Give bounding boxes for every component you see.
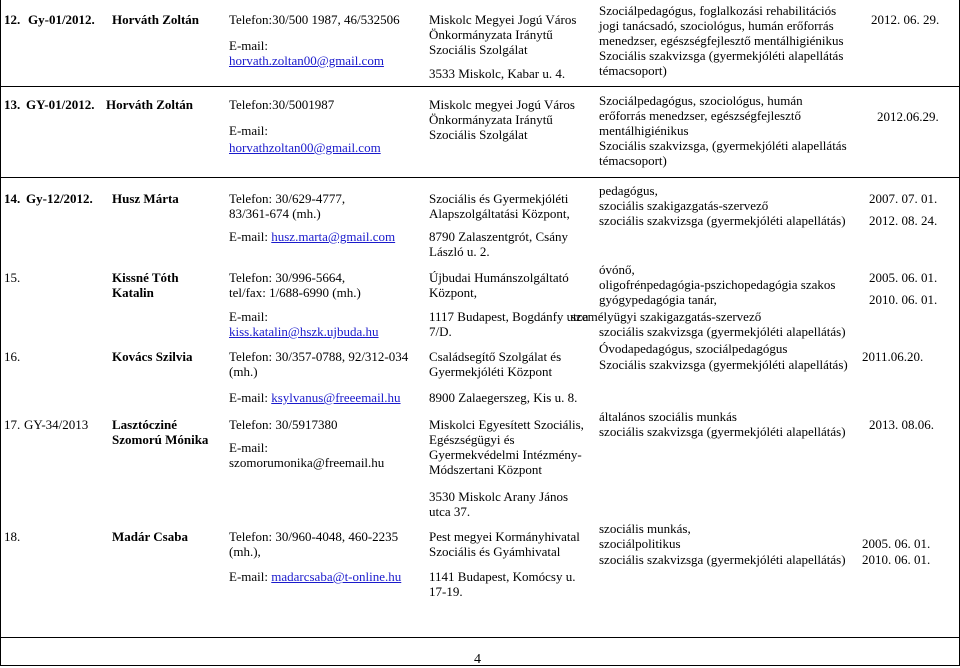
organization-address: 3533 Miskolc, Kabar u. 4.: [429, 66, 566, 81]
qualification-line: Szociálpedagógus, szociológus, humán: [599, 93, 803, 108]
qualification-line: jogi tanácsadó, szociológus, humán erőforrás: [599, 18, 834, 33]
organization-line: Újbudai Humánszolgáltató: [429, 270, 569, 285]
row-number: 13.: [4, 97, 21, 112]
page-number: 4: [474, 652, 481, 667]
qualification-line: pedagógus,: [599, 183, 658, 198]
qualification-line: menedzser, egészségfejlesztő mentálhigiénikus: [599, 33, 844, 48]
exam-date: 2011.06.20.: [862, 349, 924, 364]
organization-address: 1141 Budapest, Komócsy u.: [429, 569, 576, 584]
organization-line: Önkormányzata Iránytű: [429, 27, 553, 42]
contact-email-label: E-mail:: [229, 38, 268, 53]
organization-line: Szociális Szolgálat: [429, 127, 528, 142]
organization-address: 8790 Zalaszentgrót, Csány: [429, 229, 568, 244]
qualification-line: oligofrénpedagógia-pszichopedagógia szakos: [599, 277, 836, 292]
organization-line: Szociális Szolgálat: [429, 42, 528, 57]
contact-email-line: [229, 230, 395, 245]
registration-id: Gy-12/2012.: [26, 191, 93, 206]
qualification-line: Szociális szakvizsga (gyermekjóléti alapellátás: [599, 48, 844, 63]
qualification-line: személyügyi szakigazgatás-szervező: [571, 309, 762, 324]
row-number: 12.: [4, 12, 21, 27]
qualification-line: erőforrás menedzser, egészségfejlesztő: [599, 108, 801, 123]
organization-address: László u. 2.: [429, 244, 490, 259]
exam-date: 2010. 06. 01.: [869, 292, 938, 307]
email-link[interactable]: kiss.katalin@hszk.ujbuda.hu: [229, 324, 379, 339]
contact-email-label: E-mail:: [229, 229, 272, 244]
exam-date: 2012.06.29.: [877, 109, 939, 124]
person-name: Horváth Zoltán: [106, 97, 194, 112]
email-link[interactable]: husz.marta@gmail.com: [271, 229, 396, 244]
exam-date: 2012. 08. 24.: [869, 213, 938, 228]
contact-phone: 83/361-674 (mh.): [229, 206, 321, 221]
email-link[interactable]: madarcsaba@t-online.hu: [271, 569, 402, 584]
contact-email-label: E-mail:: [229, 309, 268, 324]
qualification-line: szociális szakvizsga (gyermekjóléti alapellátás): [599, 213, 846, 228]
contact-phone: tel/fax: 1/688-6990 (mh.): [229, 285, 361, 300]
organization-line: Miskolci Egyesített Szociális,: [429, 417, 584, 432]
organization-line: Pest megyei Kormányhivatal: [429, 529, 580, 544]
organization-line: Családsegítő Szolgálat és: [429, 349, 562, 364]
contact-phone: (mh.): [229, 364, 258, 379]
person-name: Husz Márta: [112, 191, 179, 206]
row-number: 16.: [4, 349, 21, 364]
row-divider: [0, 177, 960, 178]
contact-email-line: [229, 570, 401, 585]
qualification-line: mentálhigiénikus: [599, 123, 689, 138]
person-name: Lasztócziné: [112, 417, 177, 432]
organization-address: 3530 Miskolc Arany János: [429, 489, 569, 504]
email-link[interactable]: ksylvanus@freeemail.hu: [271, 390, 401, 405]
exam-date: 2005. 06. 01.: [869, 270, 938, 285]
qualification-line: Szociális szakvizsga (gyermekjóléti alapellátás): [599, 357, 848, 372]
organization-line: Miskolc megyei Jogú Város: [429, 97, 575, 112]
row-number: 18.: [4, 529, 21, 544]
contact-phone: Telefon:30/500 1987, 46/532506: [229, 12, 400, 27]
person-name: Horváth Zoltán: [112, 12, 200, 27]
organization-line: Központ,: [429, 285, 478, 300]
contact-email-label: E-mail:: [229, 123, 268, 138]
exam-date: 2010. 06. 01.: [862, 552, 931, 567]
organization-line: Miskolc Megyei Jogú Város: [429, 12, 577, 27]
qualification-line: szociális munkás,: [599, 521, 691, 536]
email-link[interactable]: horvath.zoltan00@gmail.com: [229, 53, 384, 68]
person-name: Katalin: [112, 285, 154, 300]
qualification-line: témacsoport): [599, 63, 667, 78]
qualification-line: általános szociális munkás: [599, 409, 737, 424]
organization-line: Szociális és Gyámhivatal: [429, 544, 561, 559]
qualification-line: gyógypedagógia tanár,: [599, 292, 717, 307]
person-name: Szomorú Mónika: [112, 432, 209, 447]
organization-line: Szociális és Gyermekjóléti: [429, 191, 569, 206]
contact-phone: Telefon: 30/5917380: [229, 417, 338, 432]
contact-phone: Telefon: 30/629-4777,: [229, 191, 346, 206]
column-divider: [0, 0, 1, 666]
person-name: Kissné Tóth: [112, 270, 179, 285]
organization-line: Egészségügyi és: [429, 432, 515, 447]
organization-address: 7/D.: [429, 324, 452, 339]
contact-phone: Telefon: 30/357-0788, 92/312-034: [229, 349, 409, 364]
qualification-line: Szociálpedagógus, foglalkozási rehabilitációs: [599, 3, 837, 18]
contact-phone: Telefon:30/5001987: [229, 97, 335, 112]
registration-id: GY-34/2013: [24, 417, 89, 432]
organization-address: utca 37.: [429, 504, 471, 519]
organization-line: Módszertani Központ: [429, 462, 543, 477]
qualification-line: szociális szakvizsga (gyermekjóléti alapellátás): [599, 552, 846, 567]
organization-address: 1117 Budapest, Bogdánfy utca: [429, 309, 589, 324]
row-number: 17.: [4, 417, 21, 432]
person-name: Madár Csaba: [112, 529, 188, 544]
contact-phone: Telefon: 30/996-5664,: [229, 270, 346, 285]
organization-line: Alapszolgáltatási Központ,: [429, 206, 570, 221]
qualification-line: szociális szakvizsga (gyermekjóléti alapellátás): [599, 324, 846, 339]
contact-email-label: E-mail:: [229, 440, 268, 455]
qualification-line: szociális szakvizsga (gyermekjóléti alapellátás): [599, 424, 846, 439]
qualification-line: szociális szakigazgatás-szervező: [599, 198, 769, 213]
contact-email-line: [229, 391, 401, 406]
qualification-line: Óvodapedagógus, szociálpedagógus: [599, 341, 788, 356]
qualification-line: témacsoport): [599, 153, 667, 168]
exam-date: 2012. 06. 29.: [871, 12, 940, 27]
exam-date: 2005. 06. 01.: [862, 536, 931, 551]
email-link[interactable]: horvathzoltan00@gmail.com: [229, 140, 381, 155]
row-number: 14.: [4, 191, 21, 206]
contact-email-label: E-mail:: [229, 569, 272, 584]
registration-id: Gy-01/2012.: [28, 12, 95, 27]
person-name: Kovács Szilvia: [112, 349, 193, 364]
contact-phone: (mh.),: [229, 544, 261, 559]
organization-line: Gyermekjóléti Központ: [429, 364, 553, 379]
qualification-line: óvónő,: [599, 262, 635, 277]
contact-phone: Telefon: 30/960-4048, 460-2235: [229, 529, 399, 544]
row-divider: [0, 637, 960, 638]
row-divider: [0, 86, 960, 87]
exam-date: 2013. 08.06.: [869, 417, 934, 432]
qualification-line: szociálpolitikus: [599, 536, 681, 551]
registration-id: GY-01/2012.: [26, 97, 95, 112]
row-number: 15.: [4, 270, 21, 285]
organization-address: 8900 Zalaegerszeg, Kis u. 8.: [429, 390, 578, 405]
organization-line: Gyermekvédelmi Intézmény-: [429, 447, 582, 462]
qualification-line: Szociális szakvizsga, (gyermekjóléti alapellátás: [599, 138, 847, 153]
exam-date: 2007. 07. 01.: [869, 191, 938, 206]
contact-email-text: szomorumonika@freemail.hu: [229, 455, 385, 470]
contact-email-label: E-mail:: [229, 390, 272, 405]
organization-address: 17-19.: [429, 584, 463, 599]
organization-line: Önkormányzata Iránytű: [429, 112, 553, 127]
